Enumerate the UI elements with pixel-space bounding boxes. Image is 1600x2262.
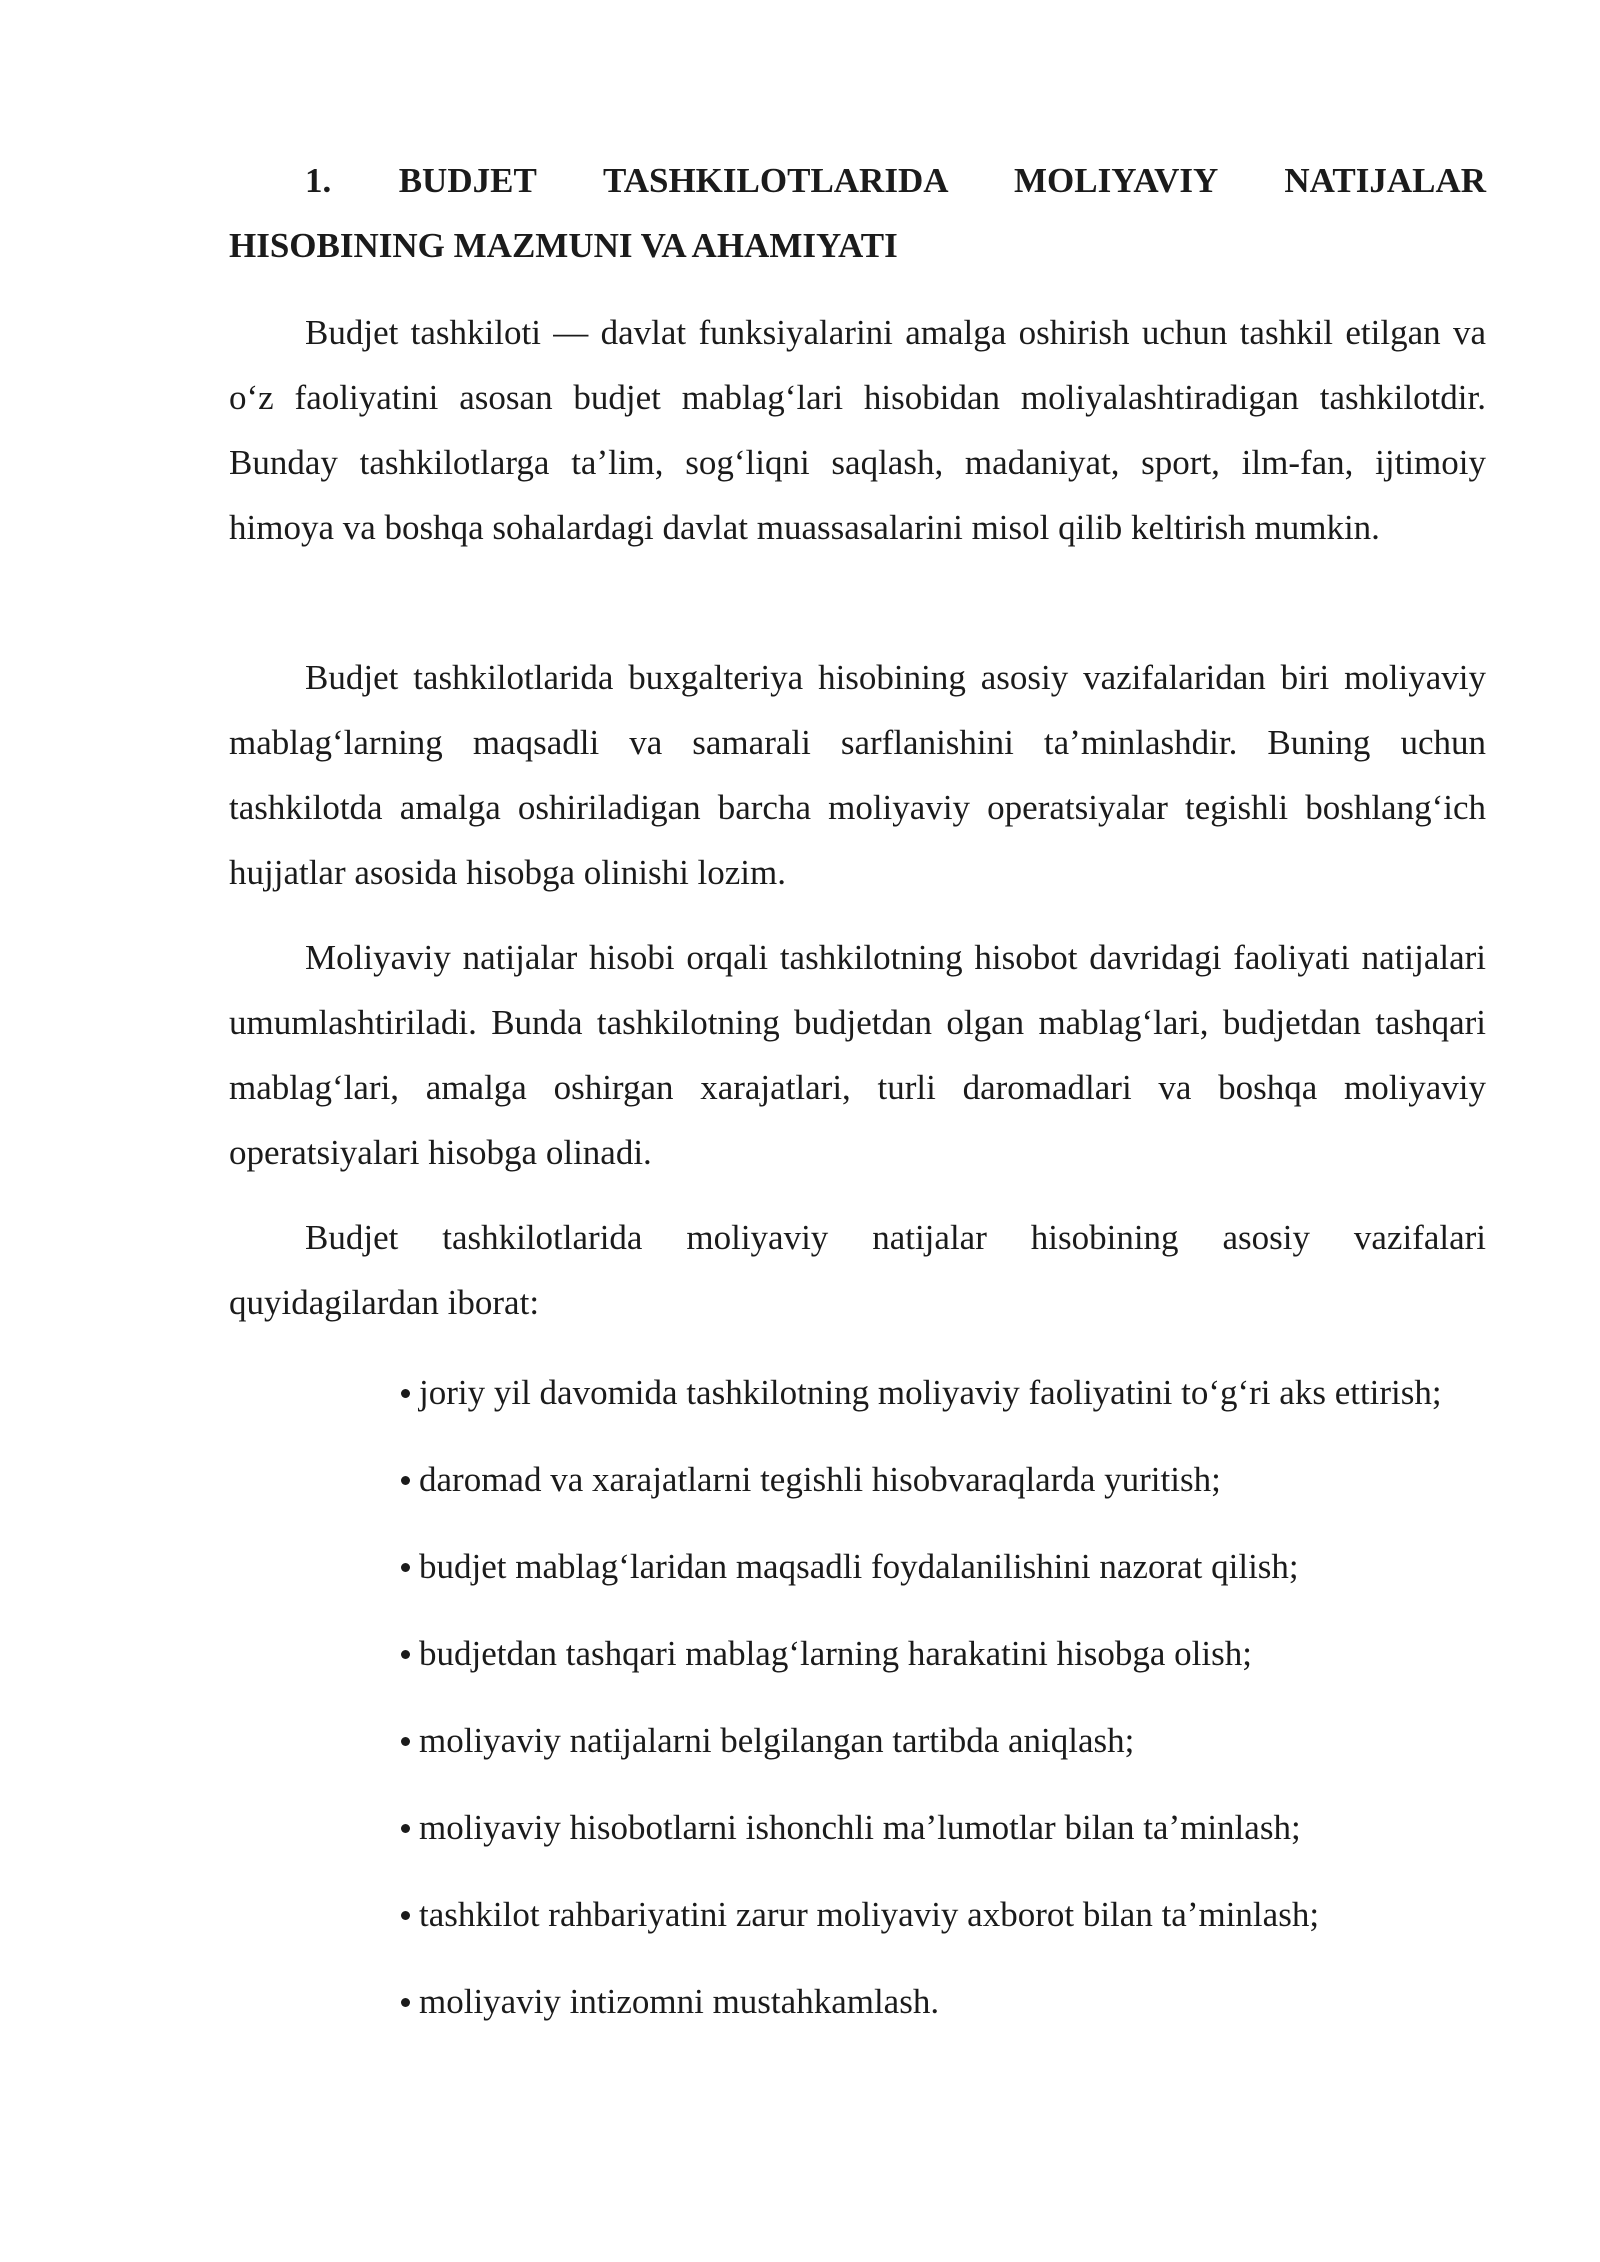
list-item	[229, 1621, 1486, 1686]
bullet-icon	[401, 1795, 419, 1860]
list-item	[229, 1447, 1486, 1512]
list-item-text: budjet mablagʻlaridan maqsadli foydalanilishini nazorat qilish;	[419, 1547, 1299, 1586]
paragraph-2: Budjet tashkilotlarida buxgalteriya hisobining asosiy vazifalaridan biri moliyaviy mablagʻlarning maqsadli va samarali sarflanishini taʼminlashdir. Buning uchun tashkilotda amalga oshiriladigan barcha moliyaviy operatsiyalar tegishli boshlangʻich hujjatlar asosida hisobga olinishi lozim.	[229, 658, 1486, 892]
list-item-text: joriy yil davomida tashkilotning moliyaviy faoliyatini toʻgʻri aks ettirish;	[419, 1373, 1442, 1412]
bullet-icon	[401, 1621, 419, 1686]
paragraph-1: Budjet tashkiloti — davlat funksiyalarini amalga oshirish uchun tashkil etilgan va oʻz faoliyatini asosan budjet mablagʻlari hisobidan moliyalashtiradigan tashkilotdir. Bunday tashkilotlarga taʼlim, sogʻliqni saqlash, madaniyat, sport, ilm-fan, ijtimoiy himoya va boshqa sohalardagi davlat muassasalarini misol qilib keltirish mumkin.	[229, 313, 1486, 547]
section-heading	[229, 148, 1486, 278]
list-item-text: moliyaviy hisobotlarni ishonchli maʼlumotlar bilan taʼminlash;	[419, 1808, 1301, 1847]
paragraph-3: Moliyaviy natijalar hisobi orqali tashkilotning hisobot davridagi faoliyati natijalari umumlashtiriladi. Bunda tashkilotning budjetdan olgan mablagʻlari, budjetdan tashqari mablagʻlari, amalga oshirgan xarajatlari, turli daromadlari va boshqa moliyaviy operatsiyalari hisobga olinadi.	[229, 938, 1486, 1172]
bullet-icon	[401, 1708, 419, 1773]
bullet-icon	[401, 1534, 419, 1599]
list-item	[229, 1708, 1486, 1773]
bullet-icon	[401, 1882, 419, 1947]
list-item-text: tashkilot rahbariyatini zarur moliyaviy axborot bilan taʼminlash;	[419, 1895, 1320, 1934]
list-item-text: moliyaviy intizomni mustahkamlash.	[419, 1982, 940, 2021]
section-heading-line-2: HISOBINING MAZMUNI VA AHAMIYATI	[229, 226, 898, 265]
list-item-text: budjetdan tashqari mablagʻlarning harakatini hisobga olish;	[419, 1634, 1252, 1673]
list-item	[229, 1795, 1486, 1860]
list-item	[229, 1969, 1486, 2034]
list-item	[229, 1534, 1486, 1599]
list-item	[229, 1882, 1486, 1947]
list-item	[229, 1360, 1486, 1425]
bullet-icon	[401, 1447, 419, 1512]
paragraph-4: Budjet tashkilotlarida moliyaviy natijalar hisobining asosiy vazifalari quyidagilardan iborat:	[229, 1218, 1486, 1322]
tasks-list	[229, 1360, 1486, 2056]
list-item-text: moliyaviy natijalarni belgilangan tartibda aniqlash;	[419, 1721, 1135, 1760]
bullet-icon	[401, 1360, 419, 1425]
list-item-text: daromad va xarajatlarni tegishli hisobvaraqlarda yuritish;	[419, 1460, 1221, 1499]
section-heading-line-1: 1. BUDJET TASHKILOTLARIDA MOLIYAVIY NATIJALAR	[305, 161, 1486, 200]
bullet-icon	[401, 1969, 419, 2034]
